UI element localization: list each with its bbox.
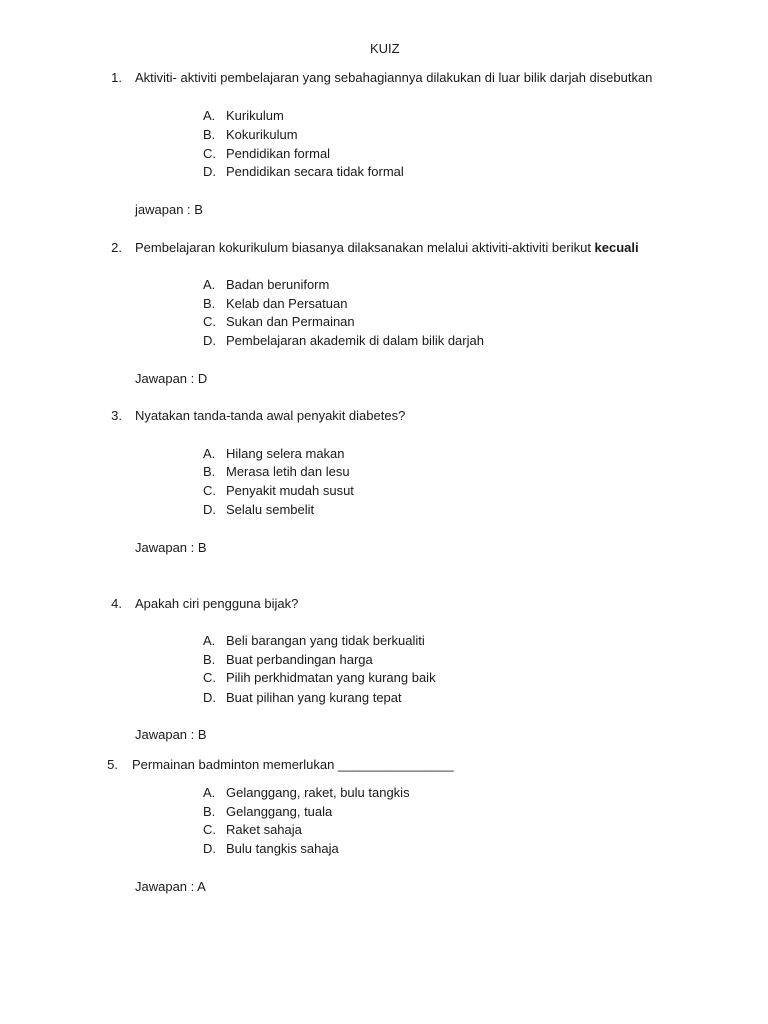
option-text: Beli barangan yang tidak berkualiti [226,633,425,648]
option-letter: D. [203,690,216,705]
option-letter: B. [203,652,216,667]
question-text-main: Pembelajaran kokurikulum biasanya dilaksanakan melalui aktiviti-aktiviti berikut [135,240,595,255]
question-text: Nyatakan tanda-tanda awal penyakit diabetes? [135,408,406,423]
answer-text: Jawapan : B [135,540,207,555]
question-text [135,240,639,256]
option-letter: C. [203,146,216,161]
option-text: Bulu tangkis sahaja [226,841,339,856]
option-letter: A. [203,277,216,292]
option-text: Badan beruniform [226,277,330,292]
option-letter: B. [203,464,216,479]
option-text: Buat pilihan yang kurang tepat [226,690,402,705]
question-text: Permainan badminton memerlukan ________________ [132,757,454,772]
question-text: Apakah ciri pengguna bijak? [135,596,299,611]
option-text: Pendidikan formal [226,146,331,161]
option-letter: A. [203,785,216,800]
answer-text: Jawapan : A [135,879,206,894]
option-text: Merasa letih dan lesu [226,464,350,479]
option-letter: D. [203,502,216,517]
option-text: Kelab dan Persatuan [226,296,348,311]
option-letter: D. [203,164,216,179]
question-number: 3. [111,408,122,423]
answer-text: Jawapan : B [135,727,207,742]
quiz-title: KUIZ [370,41,400,56]
option-text: Raket sahaja [226,822,302,837]
question-number: 4. [111,596,122,611]
option-text: Pilih perkhidmatan yang kurang baik [226,670,436,685]
option-letter: C. [203,314,216,329]
option-text: Pembelajaran akademik di dalam bilik darjah [226,333,484,348]
option-letter: B. [203,127,216,142]
option-letter: A. [203,633,216,648]
option-letter: A. [203,446,216,461]
option-letter: C. [203,670,216,685]
question-text: Aktiviti- aktiviti pembelajaran yang sebahagiannya dilakukan di luar bilik darjah disebutkan [135,70,653,85]
option-text: Kurikulum [226,108,284,123]
question-number: 1. [111,70,122,85]
option-letter: B. [203,804,216,819]
option-text: Penyakit mudah susut [226,483,354,498]
question-number: 5. [107,757,118,772]
option-letter: D. [203,841,216,856]
option-letter: A. [203,108,216,123]
option-text: Gelanggang, raket, bulu tangkis [226,785,410,800]
option-letter: C. [203,822,216,837]
option-letter: B. [203,296,216,311]
answer-text: Jawapan : D [135,371,208,386]
question-text-emphasis: kecuali [594,240,639,255]
option-text: Sukan dan Permainan [226,314,355,329]
option-text: Buat perbandingan harga [226,652,373,667]
option-text: Hilang selera makan [226,446,345,461]
option-text: Kokurikulum [226,127,298,142]
option-letter: D. [203,333,216,348]
option-text: Pendidikan secara tidak formal [226,164,404,179]
option-text: Gelanggang, tuala [226,804,333,819]
answer-text: jawapan : B [135,202,203,217]
option-text: Selalu sembelit [226,502,315,517]
option-letter: C. [203,483,216,498]
question-number: 2. [111,240,122,255]
